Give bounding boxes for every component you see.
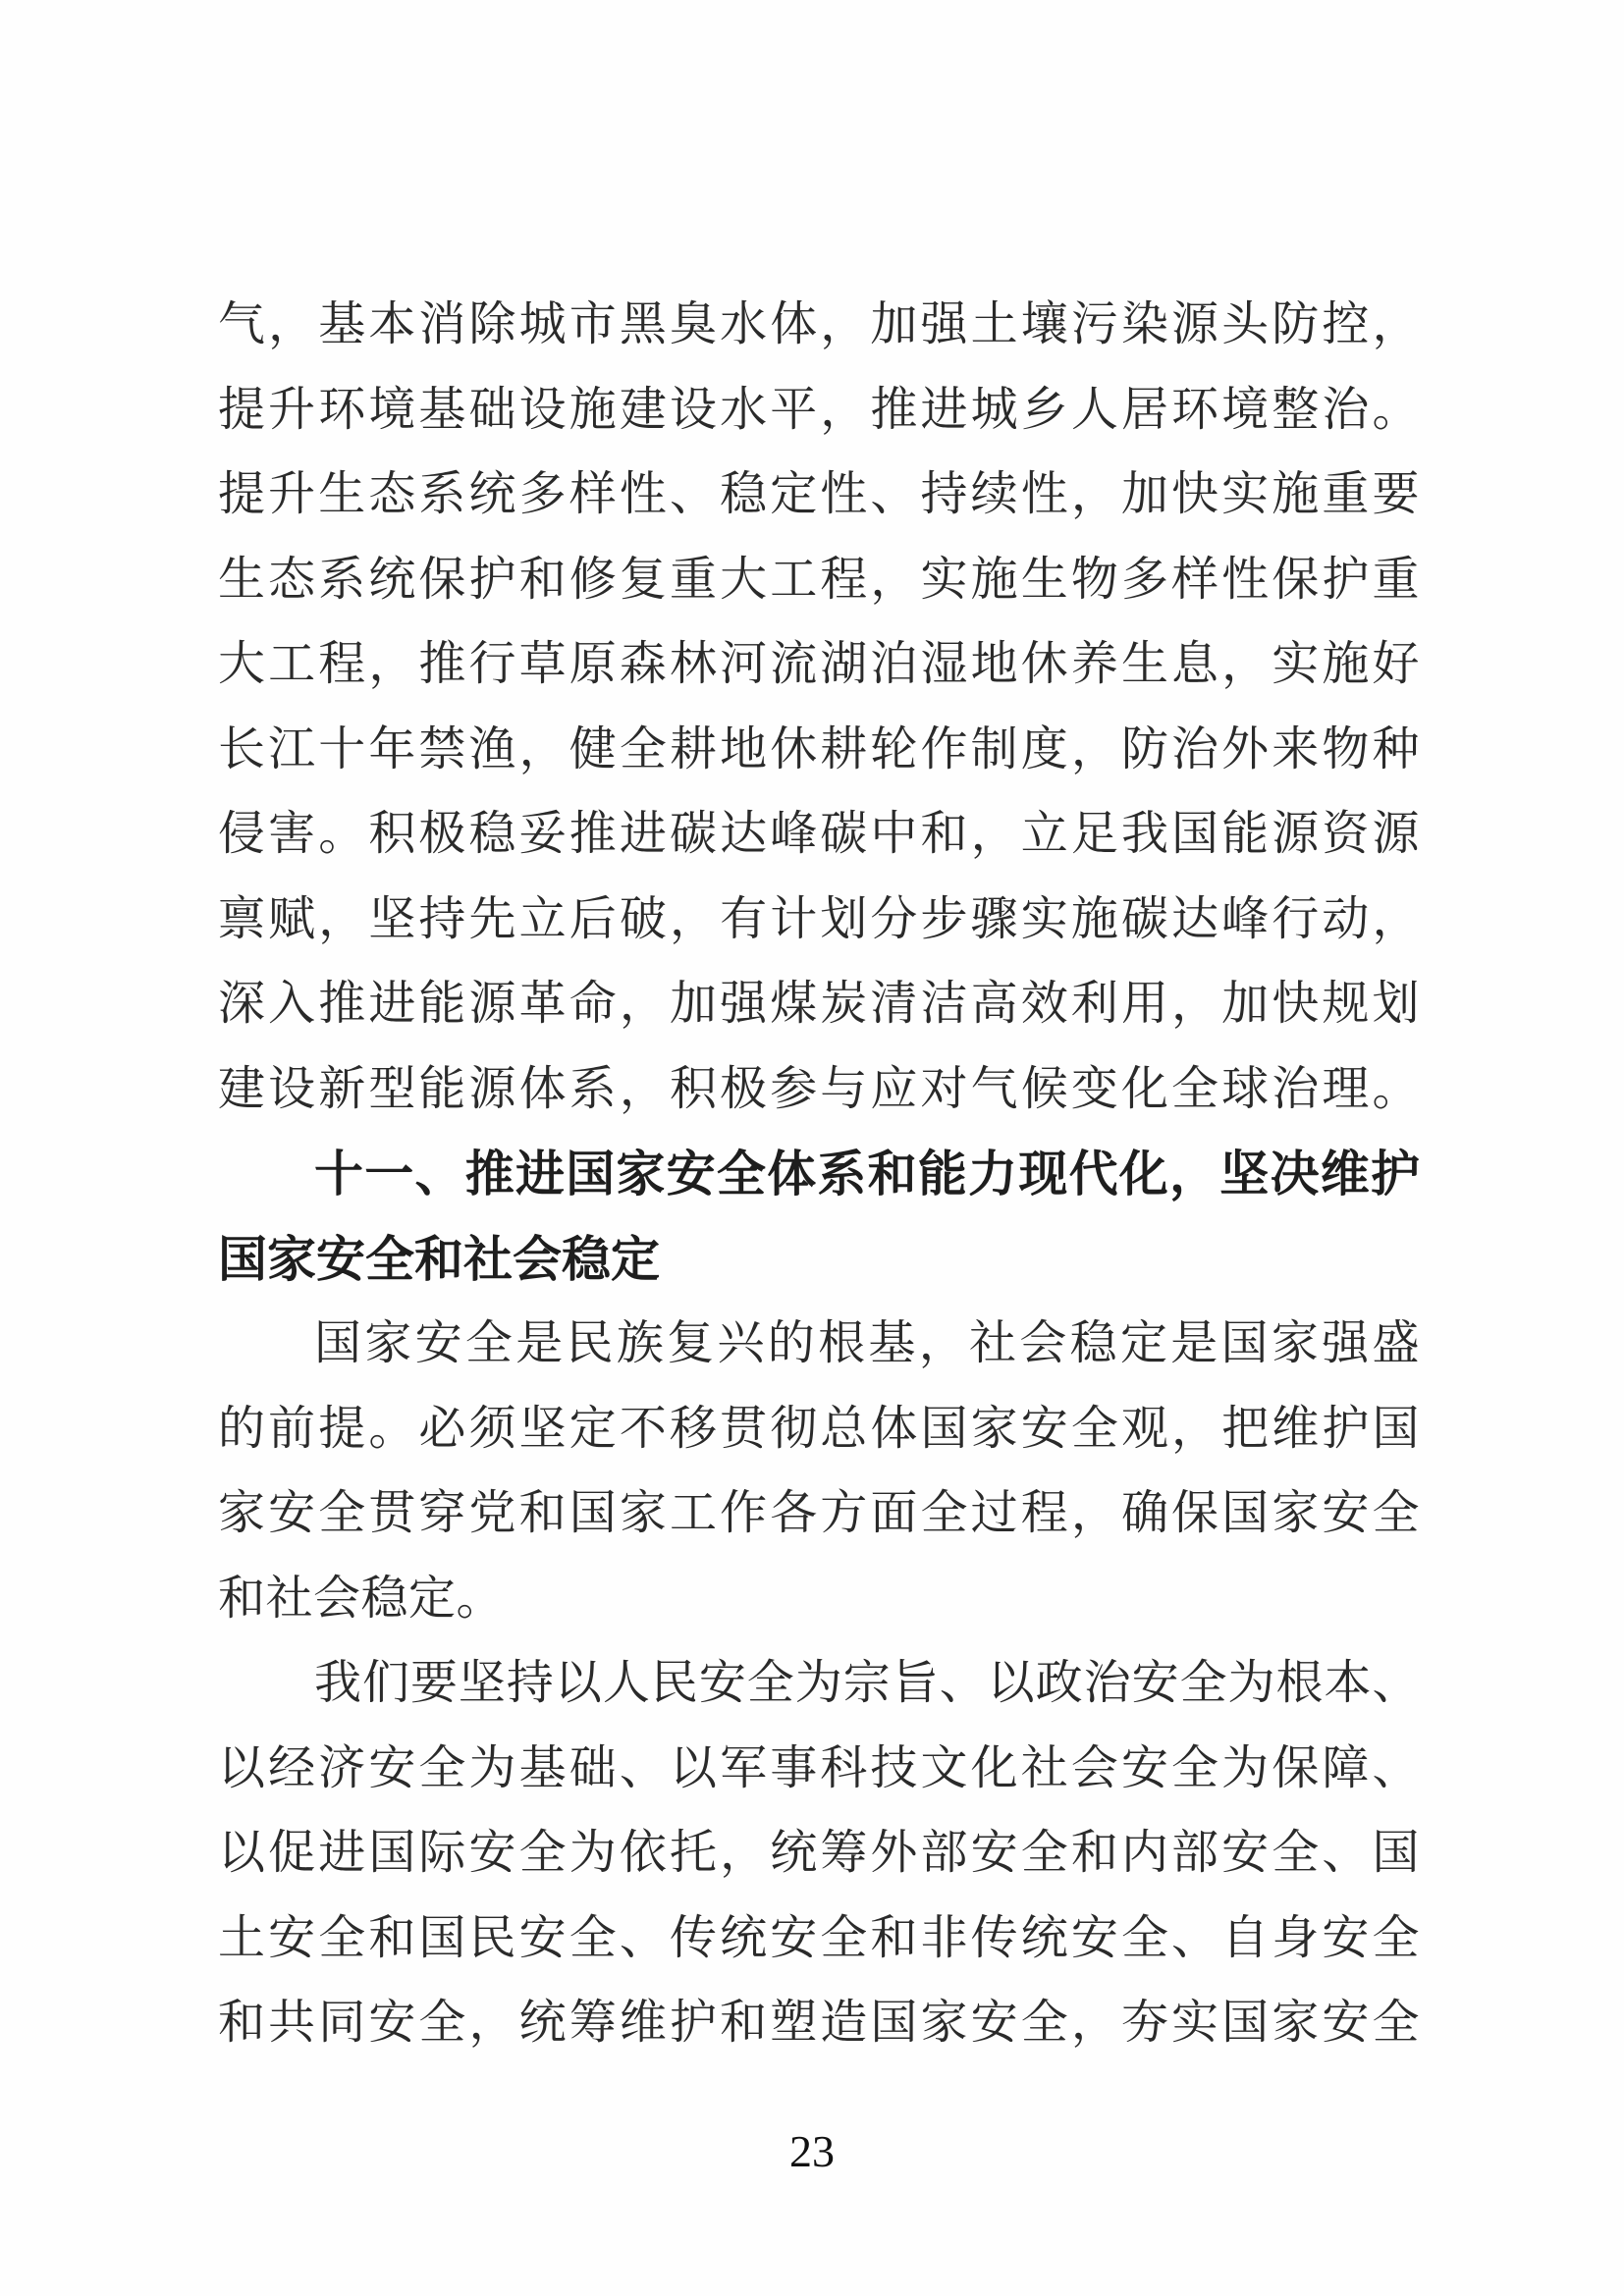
text-line: 禀赋，坚持先立后破，有计划分步骤实施碳达峰行动， [218,892,1420,945]
text-line: 建设新型能源体系，积极参与应对气候变化全球治理。 [218,1062,1420,1115]
page-number: 23 [789,2126,835,2176]
section-heading-line: 国家安全和社会稳定 [218,1231,660,1287]
text-line: 以促进国际安全为依托，统筹外部安全和内部安全、国 [218,1827,1420,1879]
text-line: 大工程，推行草原森林河流湖泊湿地休养生息，实施好 [218,638,1420,690]
text-line: 侵害。积极稳妥推进碳达峰碳中和，立足我国能源资源 [218,808,1420,860]
text-line: 的前提。必须坚定不移贯彻总体国家安全观，把维护国 [218,1402,1420,1455]
text-line: 和共同安全，统筹维护和塑造国家安全，夯实国家安全 [218,1997,1420,2049]
text-line: 以经济安全为基础、以军事科技文化社会安全为保障、 [218,1741,1420,1794]
document-text-block [218,283,1420,2066]
text-line: 土安全和国民安全、传统安全和非传统安全、自身安全 [218,1911,1420,1964]
text-line: 长江十年禁渔，健全耕地休耕轮作制度，防治外来物种 [218,722,1420,775]
text-line: 气，基本消除城市黑臭水体，加强土壤污染源头防控， [218,298,1420,350]
text-line: 我们要坚持以人民安全为宗旨、以政治安全为根本、 [314,1657,1420,1709]
text-line: 生态系统保护和修复重大工程，实施生物多样性保护重 [218,553,1420,606]
text-line: 提升生态系统多样性、稳定性、持续性，加快实施重要 [218,468,1420,520]
section-heading-line: 十一、推进国家安全体系和能力现代化，坚决维护 [314,1147,1420,1201]
text-line: 家安全贯穿党和国家工作各方面全过程，确保国家安全 [218,1487,1420,1539]
text-line: 提升环境基础设施建设水平，推进城乡人居环境整治。 [218,383,1420,436]
text-line: 国家安全是民族复兴的根基，社会稳定是国家强盛 [314,1317,1420,1369]
text-line: 和社会稳定。 [218,1572,505,1625]
text-line: 深入推进能源革命，加强煤炭清洁高效利用，加快规划 [218,978,1420,1030]
